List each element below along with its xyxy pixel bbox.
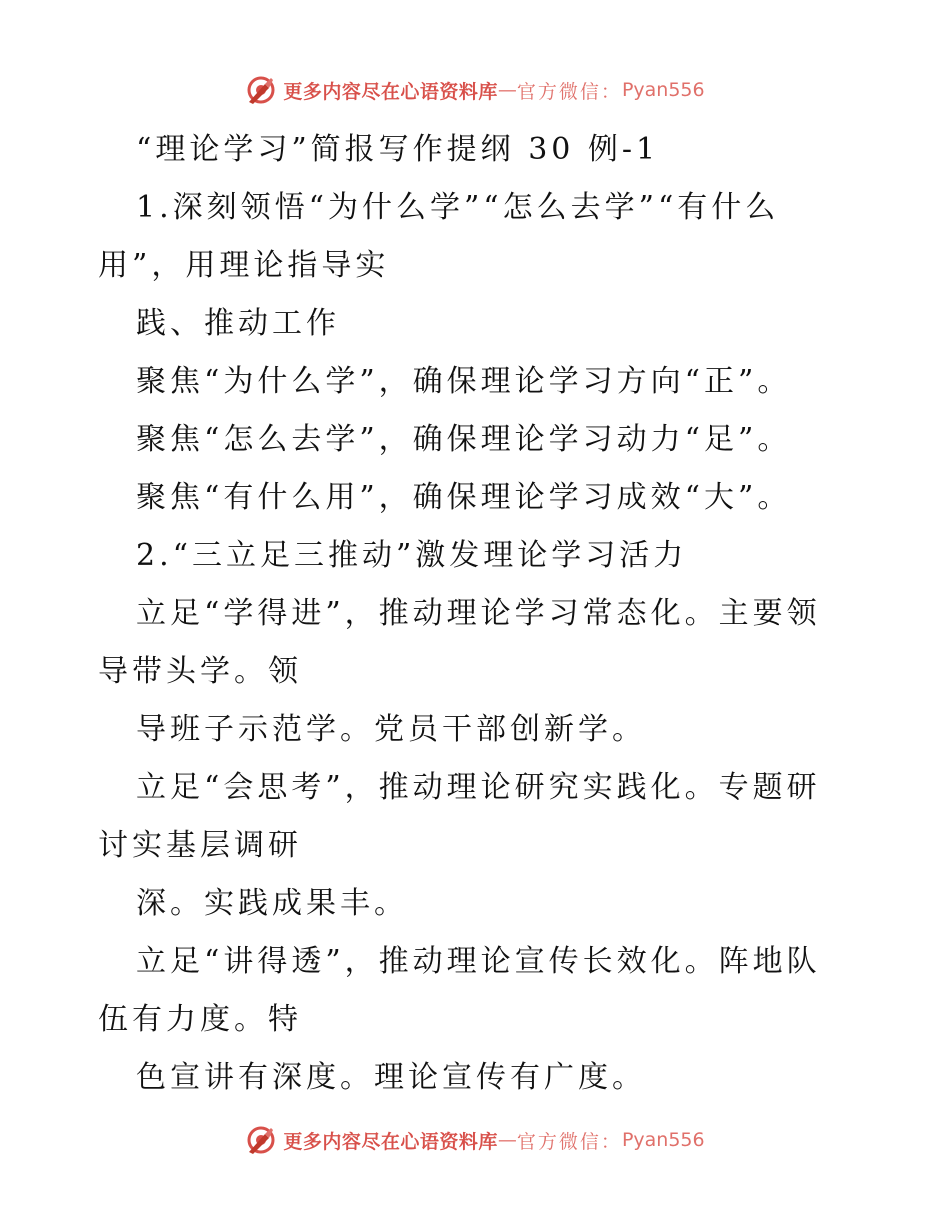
text-line: 色宣讲有深度。理论宣传有广度。	[136, 1060, 646, 1095]
pen-logo-icon	[245, 74, 277, 106]
banner-dash: —	[497, 1129, 517, 1151]
text-line: 深。实践成果丰。	[136, 886, 408, 921]
footer-banner	[0, 1120, 950, 1160]
text-line: 讨实基层调研	[98, 828, 302, 863]
pen-logo-icon	[245, 1124, 277, 1156]
banner-sub-text: 官方微信：	[516, 80, 622, 103]
banner-main-text: 更多内容尽在心语资料库	[283, 80, 498, 103]
header-banner	[0, 70, 950, 110]
banner-main-text: 更多内容尽在心语资料库	[283, 1130, 498, 1153]
text-line: 立足“学得进”，推动理论学习常态化。主要领	[136, 596, 821, 631]
section-heading-2: 2.“三立足三推动”激发理论学习活力	[136, 538, 688, 573]
text-line: 聚焦“怎么去学”，确保理论学习动力“足”。	[136, 422, 792, 457]
text-line: 导班子示范学。党员干部创新学。	[136, 712, 646, 747]
banner-sub-text: 官方微信：	[516, 1130, 622, 1153]
text-line: 伍有力度。特	[98, 1002, 302, 1037]
banner-dash: —	[497, 79, 517, 101]
banner-account: Pyan556	[621, 79, 705, 101]
text-line: 立足“讲得透”，推动理论宣传长效化。阵地队	[136, 944, 821, 979]
text-line: 立足“会思考”，推动理论研究实践化。专题研	[136, 770, 821, 805]
text-line: 践、推动工作	[136, 306, 340, 341]
text-line: 聚焦“有什么用”，确保理论学习成效“大”。	[136, 480, 792, 515]
text-line: 聚焦“为什么学”，确保理论学习方向“正”。	[136, 364, 792, 399]
document-title: “理论学习”简报写作提纲 30 例-1	[136, 132, 660, 167]
banner-account: Pyan556	[621, 1129, 705, 1151]
section-heading-1: 1.深刻领悟“为什么学”“怎么去学”“有什么	[136, 190, 780, 225]
text-line: 导带头学。领	[98, 654, 302, 689]
text-line: 用”，用理论指导实	[98, 248, 390, 283]
